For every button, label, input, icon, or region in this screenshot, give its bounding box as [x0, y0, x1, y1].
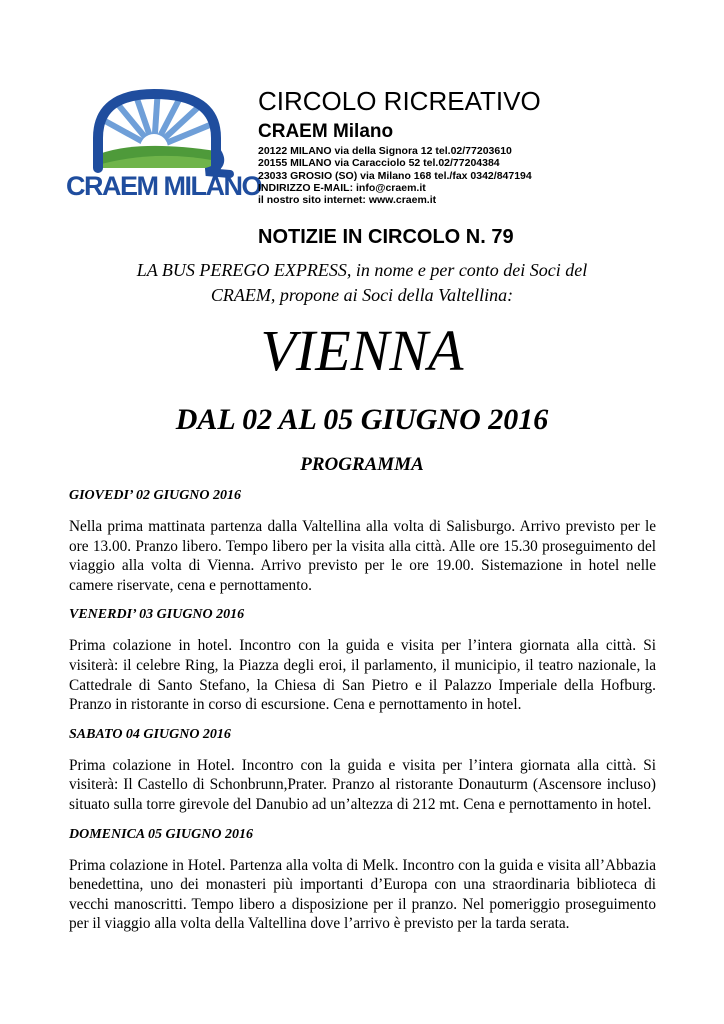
org-subtitle: CRAEM Milano — [258, 121, 394, 142]
day-title: GIOVEDI’ 02 GIUGNO 2016 — [69, 488, 242, 503]
newsletter-number: NOTIZIE IN CIRCOLO N. 79 — [258, 226, 514, 248]
day-description: Nella prima mattinata partenza dalla Valtellina alla volta di Salisburgo. Arrivo previsto per le ore 13.00. Pranzo libero. Tempo libero per la visita alla città. Alle ore 15.30 proseguimento del viaggio alla volta di Vienna. Arrivo previsto per le ore 19.00. Sistemazione in hotel nelle camere riservate, cena e pernottamento. — [69, 518, 656, 594]
day-section — [69, 487, 656, 595]
address-block — [258, 145, 532, 206]
program-heading: PROGRAMMA — [300, 454, 424, 475]
day-section — [69, 726, 656, 815]
address-line: 23033 GROSIO (SO) via Milano 168 tel./fax 0342/847194 — [258, 169, 532, 182]
day-section — [69, 826, 656, 934]
intro-text — [0, 258, 724, 308]
day-title: VENERDI’ 03 GIUGNO 2016 — [69, 607, 245, 623]
intro-line: CRAEM, propone ai Soci della Valtellina: — [210, 285, 514, 305]
day-description: Prima colazione in Hotel. Partenza alla volta di Melk. Incontro con la guida e visita all’Abbazia benedettina, uno dei monasteri più importanti d’Europa con una straordinaria biblioteca di vecchi manoscritti. Tempo libero a disposizione per il pranzo. Nel pomeriggio proseguimento per il viaggio alla volta della Valtellina dove l’arrivo è previsto per la tarda serata. — [69, 856, 656, 933]
day-description: Prima colazione in hotel. Incontro con la guida e visita per l’intera giornata alla città. Si visiterà: il celebre Ring, la Piazza degli eroi, il parlamento, il municipio, il teatro nazionale, la Cattedrale di Santo Stefano, la Chiesa di San Pietro e il Palazzo Imperiale della Hofburg. Pranzo in ristorante in corso di escursione. Cena e pernottamento in hotel. — [69, 637, 656, 714]
craem-logo — [66, 86, 261, 204]
itinerary — [69, 487, 656, 945]
address-line: 20122 MILANO via della Signora 12 tel.02/77203610 — [258, 145, 512, 157]
logo-wordmark: CRAEM MILANO — [66, 171, 261, 201]
destination-title: VIENNA — [260, 318, 464, 383]
address-line: 20155 MILANO via Caracciolo 52 tel.02/77204384 — [258, 157, 500, 170]
org-name: CIRCOLO RICREATIVO — [258, 86, 541, 116]
day-description: Prima colazione in Hotel. Incontro con la guida e visita per l’intera giornata alla città. Si visiterà: Il Castello di Schonbrunn,Prater. Pranzo al ristorante Donauturm (Ascensore incluso) situato sulla torre girevole del Danubio ad un’altezza di 212 mt. Cena e pernottamento in hotel. — [69, 756, 656, 813]
intro-line: LA BUS PEREGO EXPRESS, in nome e per conto dei Soci del — [136, 260, 588, 280]
email-line: INDIRIZZO E-MAIL: info@craem.it — [258, 181, 426, 194]
website-line: il nostro sito internet: www.craem.it — [258, 194, 437, 207]
trip-dates: DAL 02 AL 05 GIUGNO 2016 — [175, 403, 549, 436]
day-title: SABATO 04 GIUGNO 2016 — [69, 726, 231, 742]
day-title: DOMENICA 05 GIUGNO 2016 — [69, 826, 253, 842]
day-section — [69, 606, 656, 714]
